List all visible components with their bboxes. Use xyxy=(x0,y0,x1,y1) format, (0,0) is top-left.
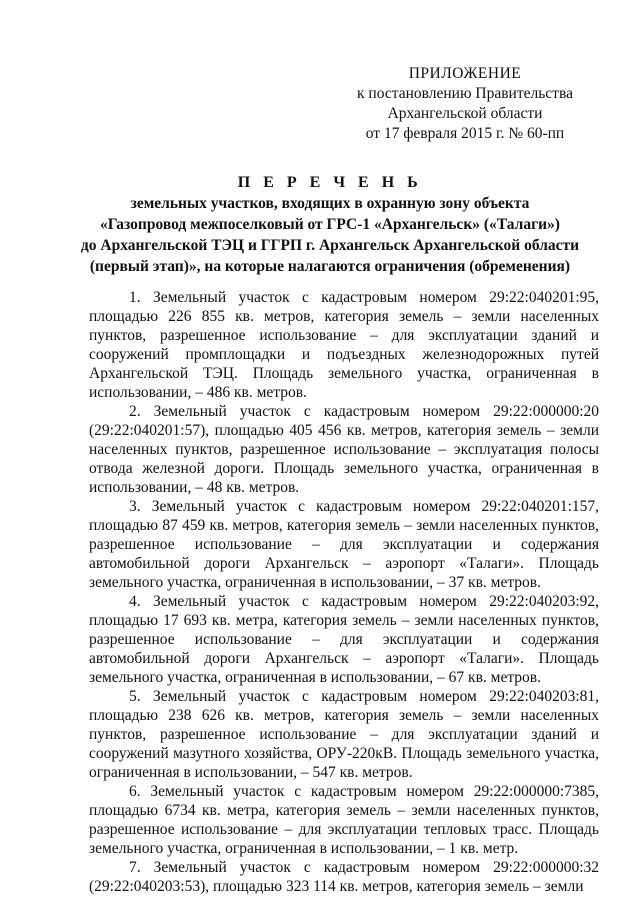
appendix-title: ПРИЛОЖЕНИЕ xyxy=(408,65,522,82)
heading-line: «Газопровод межпоселковый от ГРС-1 «Архангельск» («Талаги») xyxy=(100,216,560,233)
appendix-line: Архангельской области xyxy=(387,105,543,122)
list-item: 5. Земельный участок с кадастровым номером 29:22:040203:81, площадью 238 626 кв. метров, категория земель – земли населенных пунктов, разрешенное использование – для эксплуатации зданий и сооружений мазутного хозяйства, ОРУ-220кВ. Площадь земельного участка, ограниченная в использовании, – 547 кв. метров. xyxy=(89,688,599,781)
list-item: 4. Земельный участок с кадастровым номером 29:22:040203:92, площадью 17 693 кв. метра, категория земель – земли населенных пунктов, разрешенное использование – для эксплуатации и содержания автомобильной дороги Архангельск – аэропорт «Талаги». Площадь земельного участка, ограниченная в использовании, – 67 кв. метров. xyxy=(89,593,599,686)
heading-line: (первый этап)», на которые налагаются ограничения (обременения) xyxy=(89,258,571,275)
heading-title: П Е Р Е Ч Е Н Ь xyxy=(237,174,423,191)
list-item: 1. Земельный участок с кадастровым номером 29:22:040201:95, площадью 226 855 кв. метров, категория земель – земли населенных пунктов, разрешенное использование – для эксплуатации зданий и сооружений промплощадки и подъездных железнодорожных путей Архангельской ТЭЦ. Площадь земельного участка, ограниченная в использовании, – 486 кв. метров. xyxy=(89,289,599,401)
list-item: 6. Земельный участок с кадастровым номером 29:22:000000:7385, площадью 6734 кв. метра, категория земель – земли населенных пунктов, разрешенное использование – для эксплуатации тепловых трасс. Площадь земельного участка, ограниченная в использовании, – 1 кв. метр. xyxy=(89,783,599,857)
document-body xyxy=(89,288,599,896)
document-heading xyxy=(64,172,596,277)
appendix-block xyxy=(330,64,600,144)
heading-line: земельных участков, входящих в охранную зону объекта xyxy=(130,195,530,212)
list-item: 3. Земельный участок с кадастровым номером 29:22:040201:157, площадью 87 459 кв. метров, категория земель – земли населенных пунктов, разрешенное использование – для эксплуатации и содержания автомобильной дороги Архангельск – аэропорт «Талаги». Площадь земельного участка, ограниченная в использовании, – 37 кв. метров. xyxy=(89,498,599,591)
heading-line: до Архангельской ТЭЦ и ГГРП г. Архангельск Архангельской области xyxy=(80,237,580,254)
appendix-line: к постановлению Правительства xyxy=(357,85,573,102)
list-item: 7. Земельный участок с кадастровым номером 29:22:000000:32 (29:22:040203:53), площадью 323 114 кв. метров, категория земель – земли xyxy=(89,859,599,895)
appendix-line: от 17 февраля 2015 г. № 60-пп xyxy=(365,125,565,142)
list-item: 2. Земельный участок с кадастровым номером 29:22:000000:20 (29:22:040201:57), площадью 405 456 кв. метров, категория земель – земли населенных пунктов, разрешенное использование – эксплуатация полосы отвода железной дороги. Площадь земельного участка, ограниченная в использовании, – 48 кв. метров. xyxy=(89,403,599,496)
